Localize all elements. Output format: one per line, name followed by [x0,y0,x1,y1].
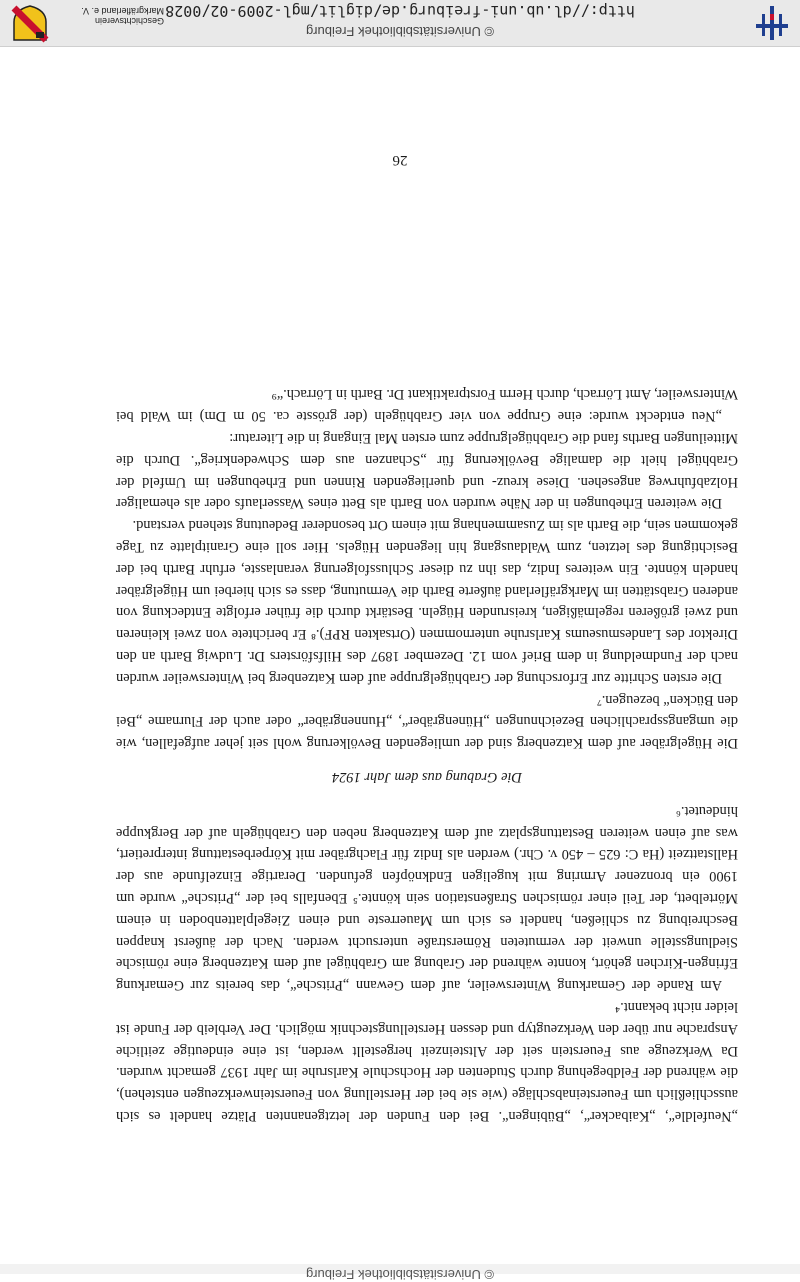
footer-bar [0,0,800,47]
paragraph: Die ersten Schritte zur Erforschung der Grabhügelgruppe auf dem Katzenberg bei Wintersweiler wurden nach der Fundmeldung in dem Brief vom 12. Dezember 1897 des Hilfsförsters Dr. Ludwig Barth an den Direktor des Landesmuseums Karlsruhe unternommen (Ortsakten RPF).⁸ Er berichtete von zwei kleineren und zwei größeren regelmäßigen, kreisrunden Hügeln. Bestärkt durch die früher erfolgte Entdeckung von anderen Grabstätten im Markgräflerland äußerte Barth die Vermutung, dass es sich hierbei um Hügelgräber handeln könnte. Ein weiteres Indiz, das ihn zu dieser Schlussfolgerung veranlasste, erfuhr Barth bei der Besichtigung des letzten, zum Waldausgang hin liegenden Hügels. Hier soll eine Granitplatte zu Tage gekommen sein, die Barth als im Zusammenhang mit einem Ort besonderer Bedeutung stehend verstand. [116,517,738,686]
society-name-line: Markgräflerland e. V. [81,6,164,16]
page-number: 26 [392,152,408,168]
paragraph: Die Hügelgräber auf dem Katzenberg sind der umliegenden Bevölkerung wohl seit jeher aufgefallen, wie die umgangssprachlichen Bezeichnungen „Hünengräber“, „Hunnengräber“ oder auch der Flurname „Bei den Bücken“ bezeugen.⁷ [116,691,738,752]
paragraph: Am Rande der Gemarkung Wintersweiler, auf dem Gewann „Pritsche“, das bereits zur Gemarkung Efringen-Kirchen gehört, konnte während der Grabung am Grabhügel auf dem Katzenberg eine römische Siedlungsstelle unweit der vermuteten Römerstraße untersucht werden. Nach der äußerst knappen Beschreibung zu schließen, handelt es sich um Mauerreste und einen Ziegelplattenboden in einem Mörtelbett, der Teil einer römischen Straßenstation sein könnte.⁵ Ebenfalls bei der „Pritsche“ wurde um 1900 ein bronzener Armring mit kugeligen Endknöpfen gefunden. Derartige Einzelfunde aus der Hallstattzeit (Ha C: 625 – 450 v. Chr.) werden als Indiz für Flachgräber mit Körperbestattung interpretiert, was auf einen weiteren Bestattungsplatz auf dem Katzenberg neben den Grabhügeln auf der Bergkuppe hindeutet.⁶ [116,802,738,994]
society-name [54,6,164,26]
permalink-url[interactable]: http://dl.ub.uni-freiburg.de/diglit/mgl-2009-02/0028 [165,2,635,20]
section-heading: Die Grabung aus dem Jahr 1924 [332,769,522,786]
quotation: „Neu entdeckt wurde: eine Gruppe von vier Grabhügeln (der grösste ca. 50 m Dm) im Wald bei Wintersweiler, Amt Lörrach, durch Herrn Forstpraktikant Dr. Barth in Lörrach.“⁹ [116,386,738,425]
society-coat-of-arms-icon[interactable] [12,4,48,42]
document-body [116,383,738,1126]
top-strip [0,1264,800,1282]
paragraph: Die weiteren Erhebungen in der Nähe wurden von Barth als Bett eines Wasserlaufs oder als ehemaliger Holzabfuhrweg angesehen. Diese kreuz- und querliegenden Rinnen und Erhebungen im Umfeld der Grabhügel hielt die damalige Bevölkerung für „Schanzen aus dem Schwedenkrieg“. Durch die Mitteilungen Barths fand die Grabhügelgruppe zum ersten Mal Eingang in die Literatur: [116,430,738,512]
society-name-line: Geschichtsverein [94,16,164,26]
top-strip-text: © Universitätsbibliothek Freiburg [305,1267,495,1282]
copyright-text: © Universitätsbibliothek Freiburg [305,24,495,39]
paragraph: „Neufeldle“, „Kaibacker“, „Bübingen“. Bei den Funden der letztgenannten Plätze handelt es sich ausschließlich um Feuersteinabschläge (wie sie bei der Herstellung von Feuersteinwerkzeugen entstehen), die während der Feldbegehung durch Studenten der Hochschule Karlsruhe im Jahr 1937 gemacht wurden. Da Werkzeuge aus Feuerstein seit der Altsteinzeit hergestellt werden, ist eine eindeutige zeitliche Ansprache nur über den Werkzeugtyp und dessen Herstellungstechnik möglich. Der Verbleib der Funde ist leider nicht bekannt.⁴ [116,999,738,1124]
